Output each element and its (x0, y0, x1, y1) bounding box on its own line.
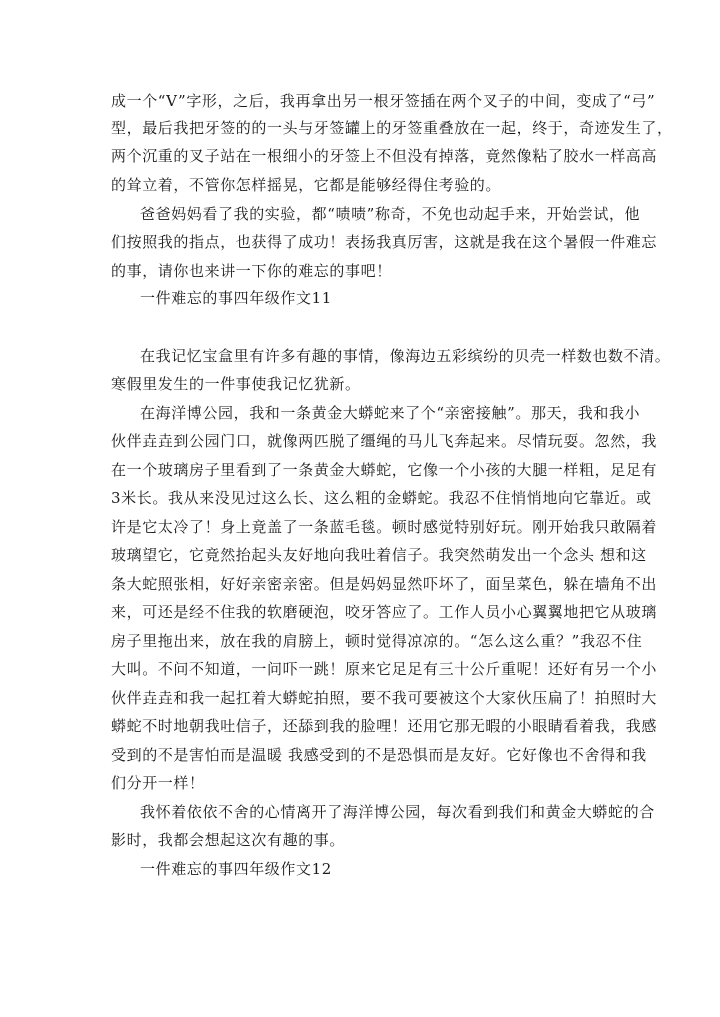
paragraph-line: 在海洋博公园，我和一条黄金大蟒蛇来了个“亲密接触”。那天，我和我小 (140, 404, 641, 422)
paragraph-line: 成一个“V”字形，之后，我再拿出另一根牙签插在两个叉子的中间，变成了“弓” (111, 92, 656, 110)
paragraph-line: 型，最后我把牙签的的一头与牙签罐上的牙签重叠放在一起，终于，奇迹发生了， (111, 119, 673, 137)
paragraph-line: 受到的不是害怕而是温暖 我感受到的不是恐惧而是友好。它好像也不舍得和我 (111, 746, 647, 764)
paragraph-line: 3米长。我从来没见过这么长、这么粗的金蟒蛇。我忍不住悄悄地向它靠近。或 (111, 489, 652, 507)
paragraph-line: 在一个玻璃房子里看到了一条黄金大蟒蛇，它像一个小孩的大腿一样粗，足足有 (111, 461, 658, 479)
paragraph-line: 两个沉重的叉子站在一根细小的牙签上不但没有掉落，竟然像粘了胶水一样高高 (111, 147, 658, 165)
section-heading: 一件难忘的事四年级作文11 (140, 289, 332, 307)
paragraph-line: 在我记忆宝盒里有许多有趣的事情，像海边五彩缤纷的贝壳一样数也数不清。 (140, 347, 671, 365)
paragraph-line: 的耸立着，不管你怎样摇晃，它都是能够经得住考验的。 (111, 176, 502, 194)
paragraph-line: 伙伴垚垚和我一起扛着大蟒蛇拍照，要不我可要被这个大家伙压扁了！拍照时大 (111, 689, 658, 707)
paragraph-line: 条大蛇照张相，好好亲密亲密。但是妈妈显然吓坏了，面呈菜色，躲在墙角不出 (111, 575, 658, 593)
paragraph-line: 爸爸妈妈看了我的实验，都“啧啧”称奇，不免也动起手来，开始尝试，他 (140, 205, 641, 223)
paragraph-line: 伙伴垚垚到公园门口，就像两匹脱了缰绳的马儿飞奔起来。尽情玩耍。忽然，我 (111, 432, 658, 450)
paragraph-line: 我怀着依依不舍的心情离开了海洋博公园，每次看到我们和黄金大蟒蛇的合 (140, 803, 655, 821)
paragraph-line: 来，可还是经不住我的软磨硬泡，咬牙答应了。工作人员小心翼翼地把它从玻璃 (111, 603, 658, 621)
paragraph-line: 们分开一样！ (111, 774, 205, 792)
section-heading: 一件难忘的事四年级作文12 (140, 860, 332, 878)
paragraph-line: 影时，我都会想起这次有趣的事。 (111, 831, 346, 849)
paragraph-line: 许是它太冷了！身上竟盖了一条蓝毛毯。顿时感觉特别好玩。刚开始我只敢隔着 (111, 518, 658, 536)
paragraph-line: 玻璃望它，它竟然抬起头友好地向我吐着信子。我突然萌发出一个念头 想和这 (111, 546, 647, 564)
paragraph-line: 们按照我的指点，也获得了成功！表扬我真厉害，这就是我在这个暑假一件难忘 (111, 233, 658, 251)
paragraph-line: 房子里拖出来，放在我的肩膀上，顿时觉得凉凉的。“怎么这么重？”我忍不住 (111, 632, 643, 650)
paragraph-line: 寒假里发生的一件事使我记忆犹新。 (111, 375, 361, 393)
paragraph-line: 的事，请你也来讲一下你的难忘的事吧！ (111, 262, 392, 280)
paragraph-line: 蟒蛇不时地朝我吐信子，还舔到我的脸哩！还用它那无暇的小眼睛看着我，我感 (111, 717, 658, 735)
paragraph-line: 大叫。不问不知道，一问吓一跳！原来它足足有三十公斤重呢！还好有另一个小 (111, 660, 658, 678)
